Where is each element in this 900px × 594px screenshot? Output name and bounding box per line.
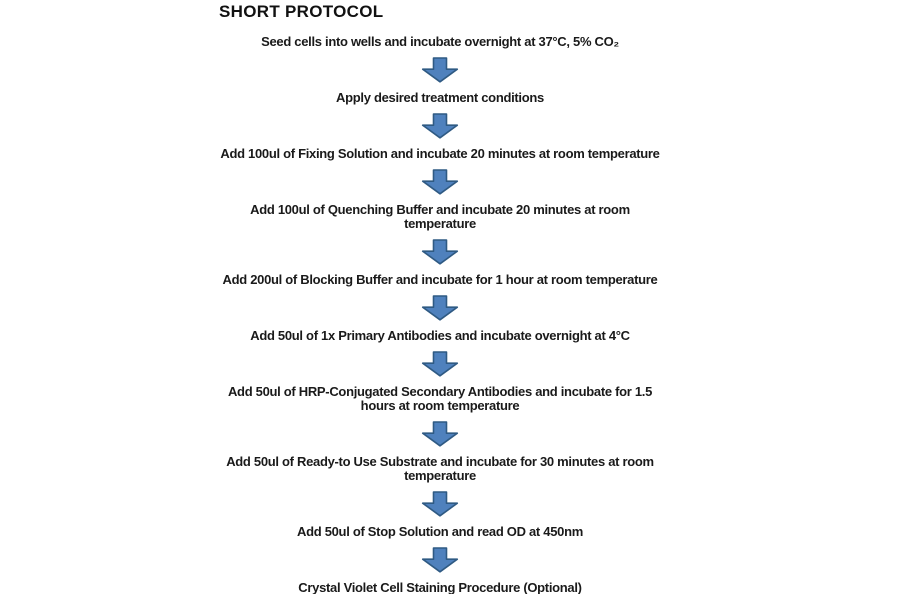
step-text-line: hours at room temperature bbox=[360, 398, 520, 413]
down-arrow-icon bbox=[421, 351, 459, 377]
down-arrow-icon bbox=[421, 57, 459, 83]
protocol-step-10 bbox=[298, 581, 581, 594]
down-arrow-icon bbox=[421, 295, 459, 321]
page-title: SHORT PROTOCOL bbox=[219, 2, 384, 21]
protocol-step-3 bbox=[220, 147, 659, 161]
step-text-line: Seed cells into wells and incubate overnight at 37°C, 5% CO₂ bbox=[261, 34, 619, 49]
step-text-line: Apply desired treatment conditions bbox=[336, 90, 544, 105]
down-arrow-icon bbox=[421, 169, 459, 195]
down-arrow-icon bbox=[421, 239, 459, 265]
protocol-step-6 bbox=[250, 329, 630, 343]
step-text-line: temperature bbox=[404, 216, 476, 231]
down-arrow-icon bbox=[421, 421, 459, 447]
protocol-step-2 bbox=[336, 91, 544, 105]
protocol-step-1 bbox=[261, 35, 619, 49]
protocol-step-5 bbox=[223, 273, 658, 287]
step-text-line: temperature bbox=[404, 468, 476, 483]
step-text-line: Add 50ul of 1x Primary Antibodies and incubate overnight at 4°C bbox=[250, 328, 630, 343]
step-text-line: Add 100ul of Quenching Buffer and incubate 20 minutes at room bbox=[250, 202, 630, 217]
down-arrow-icon bbox=[421, 491, 459, 517]
protocol-step-7 bbox=[228, 385, 652, 413]
protocol-step-8 bbox=[226, 455, 654, 483]
protocol-step-9 bbox=[297, 525, 583, 539]
step-text-line: Add 50ul of HRP-Conjugated Secondary Antibodies and incubate for 1.5 bbox=[227, 384, 653, 399]
down-arrow-icon bbox=[421, 547, 459, 573]
step-text-line: Add 50ul of Stop Solution and read OD at 450nm bbox=[297, 524, 583, 539]
step-text-line: Add 100ul of Fixing Solution and incubate 20 minutes at room temperature bbox=[220, 146, 660, 161]
step-text-line: Add 200ul of Blocking Buffer and incubate for 1 hour at room temperature bbox=[222, 272, 658, 287]
step-text-line: Add 50ul of Ready-to Use Substrate and incubate for 30 minutes at room bbox=[226, 454, 654, 469]
down-arrow-icon bbox=[421, 113, 459, 139]
protocol-step-4 bbox=[250, 203, 630, 231]
step-text-line: Crystal Violet Cell Staining Procedure (Optional) bbox=[298, 580, 582, 594]
